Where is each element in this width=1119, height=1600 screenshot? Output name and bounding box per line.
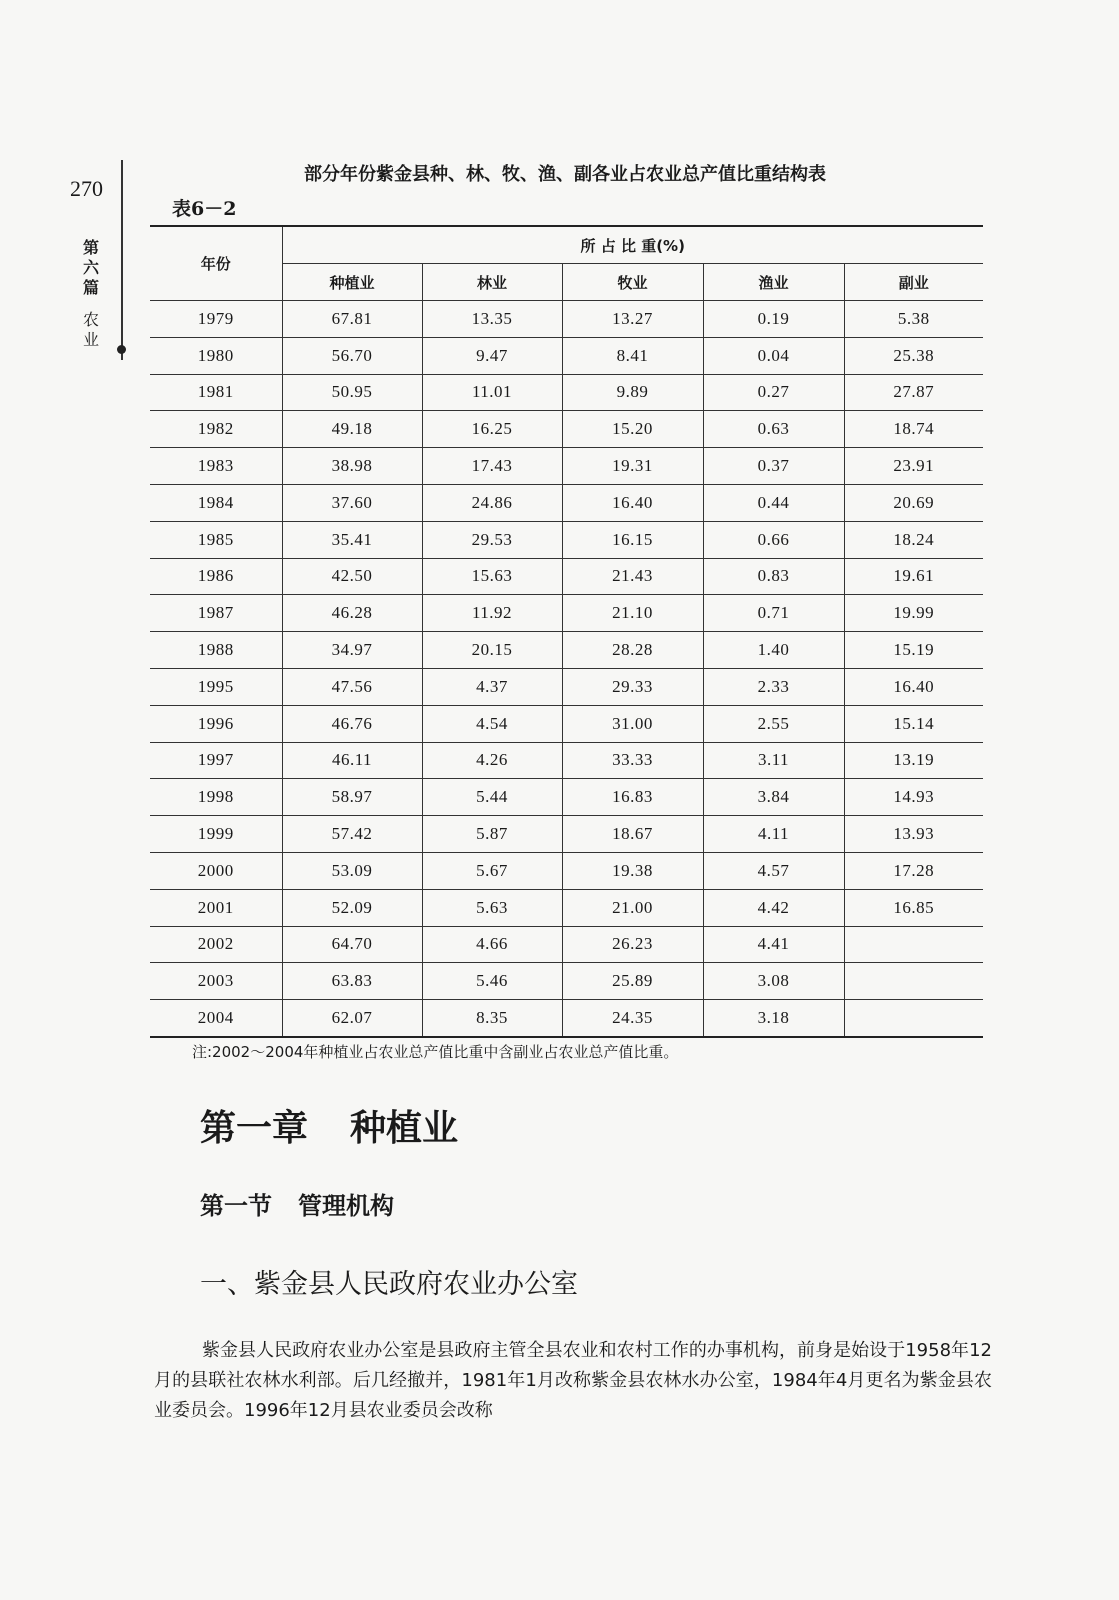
value-cell: 3.18 [703,1000,844,1037]
value-cell: 19.61 [844,558,983,595]
value-cell: 47.56 [282,668,422,705]
table-row [150,779,983,816]
table-row [150,595,983,632]
value-cell: 19.38 [562,852,703,889]
value-cell: 62.07 [282,1000,422,1037]
value-cell: 0.63 [703,411,844,448]
value-cell: 16.40 [844,668,983,705]
value-cell: 0.04 [703,337,844,374]
table-row [150,1000,983,1037]
value-cell: 17.28 [844,852,983,889]
table-note: 注:2002～2004年种植业占农业总产值比重中含副业占农业总产值比重。 [192,1043,679,1061]
value-cell: 5.63 [422,889,562,926]
value-cell: 5.46 [422,963,562,1000]
table-row [150,926,983,963]
year-cell: 1979 [150,301,282,338]
section-name: 管理机构 [298,1192,394,1220]
year-cell: 1995 [150,668,282,705]
value-cell: 21.10 [562,595,703,632]
table-row [150,484,983,521]
chapter-number: 第一章 [200,1108,309,1149]
value-cell: 26.23 [562,926,703,963]
chapter-name: 种植业 [350,1108,459,1149]
value-cell: 27.87 [844,374,983,411]
value-cell: 3.11 [703,742,844,779]
value-cell: 42.50 [282,558,422,595]
table-row [150,301,983,338]
value-cell: 19.99 [844,595,983,632]
side-rule [121,160,123,360]
value-cell: 0.37 [703,448,844,485]
value-cell: 64.70 [282,926,422,963]
value-cell: 50.95 [282,374,422,411]
table-row [150,852,983,889]
table-row [150,963,983,1000]
value-cell: 58.97 [282,779,422,816]
part-label: 第六篇 [82,238,99,297]
year-cell: 1999 [150,816,282,853]
value-cell: 53.09 [282,852,422,889]
value-cell: 15.19 [844,632,983,669]
table-row [150,889,983,926]
value-cell: 25.38 [844,337,983,374]
table-row [150,448,983,485]
header-column: 种植业 [282,264,422,301]
value-cell: 19.31 [562,448,703,485]
value-cell: 0.71 [703,595,844,632]
table-title: 部分年份紫金县种、林、牧、渔、副各业占农业总产值比重结构表 [304,164,826,185]
value-cell: 4.26 [422,742,562,779]
proportion-table [150,225,983,1038]
value-cell: 8.41 [562,337,703,374]
value-cell: 18.74 [844,411,983,448]
chapter-heading [200,1100,458,1151]
table-row [150,632,983,669]
year-cell: 1984 [150,484,282,521]
table-row [150,705,983,742]
value-cell: 24.35 [562,1000,703,1037]
value-cell: 15.63 [422,558,562,595]
year-cell: 2004 [150,1000,282,1037]
value-cell [844,1000,983,1037]
year-cell: 1998 [150,779,282,816]
year-cell: 2002 [150,926,282,963]
year-cell: 1986 [150,558,282,595]
page-number: 270 [70,176,103,201]
table-row [150,337,983,374]
value-cell: 4.37 [422,668,562,705]
value-cell: 11.92 [422,595,562,632]
value-cell: 28.28 [562,632,703,669]
header-column: 林业 [422,264,562,301]
table-row [150,411,983,448]
value-cell: 67.81 [282,301,422,338]
value-cell: 0.44 [703,484,844,521]
year-cell: 1987 [150,595,282,632]
table-row [150,558,983,595]
value-cell: 4.66 [422,926,562,963]
value-cell: 4.57 [703,852,844,889]
subsection-heading: 一、紫金县人民政府农业办公室 [200,1269,578,1300]
value-cell: 17.43 [422,448,562,485]
value-cell: 9.47 [422,337,562,374]
value-cell: 0.83 [703,558,844,595]
value-cell: 13.93 [844,816,983,853]
value-cell: 9.89 [562,374,703,411]
value-cell [844,926,983,963]
value-cell: 21.43 [562,558,703,595]
table-row [150,668,983,705]
year-cell: 1985 [150,521,282,558]
value-cell: 16.40 [562,484,703,521]
value-cell: 16.85 [844,889,983,926]
value-cell: 5.67 [422,852,562,889]
value-cell: 63.83 [282,963,422,1000]
value-cell: 0.27 [703,374,844,411]
value-cell: 2.55 [703,705,844,742]
table-row [150,374,983,411]
value-cell: 11.01 [422,374,562,411]
section-heading [200,1186,394,1221]
year-cell: 2000 [150,852,282,889]
value-cell: 31.00 [562,705,703,742]
value-cell: 8.35 [422,1000,562,1037]
value-cell: 25.89 [562,963,703,1000]
value-cell: 15.14 [844,705,983,742]
year-cell: 1988 [150,632,282,669]
value-cell: 13.27 [562,301,703,338]
value-cell: 15.20 [562,411,703,448]
value-cell: 4.54 [422,705,562,742]
value-cell: 0.66 [703,521,844,558]
value-cell [844,963,983,1000]
table-row [150,521,983,558]
value-cell: 5.87 [422,816,562,853]
year-cell: 2003 [150,963,282,1000]
value-cell: 20.69 [844,484,983,521]
value-cell: 49.18 [282,411,422,448]
year-cell: 2001 [150,889,282,926]
part-title: 农业 [82,310,99,349]
year-cell: 1980 [150,337,282,374]
value-cell: 29.33 [562,668,703,705]
value-cell: 0.19 [703,301,844,338]
header-year: 年份 [150,226,282,301]
value-cell: 2.33 [703,668,844,705]
year-cell: 1981 [150,374,282,411]
value-cell: 33.33 [562,742,703,779]
year-cell: 1982 [150,411,282,448]
header-column: 副业 [844,264,983,301]
value-cell: 13.19 [844,742,983,779]
value-cell: 16.15 [562,521,703,558]
value-cell: 18.67 [562,816,703,853]
value-cell: 3.84 [703,779,844,816]
side-dot [117,345,126,354]
value-cell: 18.24 [844,521,983,558]
value-cell: 5.38 [844,301,983,338]
header-group: 所 占 比 重(%) [282,226,983,264]
year-cell: 1997 [150,742,282,779]
table-row [150,816,983,853]
value-cell: 4.42 [703,889,844,926]
table-row [150,742,983,779]
value-cell: 20.15 [422,632,562,669]
value-cell: 34.97 [282,632,422,669]
value-cell: 21.00 [562,889,703,926]
value-cell: 35.41 [282,521,422,558]
value-cell: 29.53 [422,521,562,558]
value-cell: 56.70 [282,337,422,374]
body-paragraph: 紫金县人民政府农业办公室是县政府主管全县农业和农村工作的办事机构，前身是始设于1958年12月的县联社农林水利部。后几经撤并，1981年1月改称紫金县农林水办公室，1984年4月更名为紫金县农业委员会。1996年12月县农业委员会改称 [154,1340,992,1421]
value-cell: 38.98 [282,448,422,485]
value-cell: 16.83 [562,779,703,816]
value-cell: 3.08 [703,963,844,1000]
value-cell: 37.60 [282,484,422,521]
year-cell: 1996 [150,705,282,742]
value-cell: 23.91 [844,448,983,485]
value-cell: 46.76 [282,705,422,742]
value-cell: 4.41 [703,926,844,963]
header-column: 渔业 [703,264,844,301]
value-cell: 5.44 [422,779,562,816]
value-cell: 1.40 [703,632,844,669]
value-cell: 4.11 [703,816,844,853]
value-cell: 13.35 [422,301,562,338]
value-cell: 24.86 [422,484,562,521]
header-column: 牧业 [562,264,703,301]
value-cell: 46.28 [282,595,422,632]
year-cell: 1983 [150,448,282,485]
value-cell: 16.25 [422,411,562,448]
value-cell: 57.42 [282,816,422,853]
table-id: 表6－2 [172,198,237,220]
value-cell: 14.93 [844,779,983,816]
value-cell: 52.09 [282,889,422,926]
section-number: 第一节 [200,1192,272,1220]
table-body [150,301,983,1037]
value-cell: 46.11 [282,742,422,779]
